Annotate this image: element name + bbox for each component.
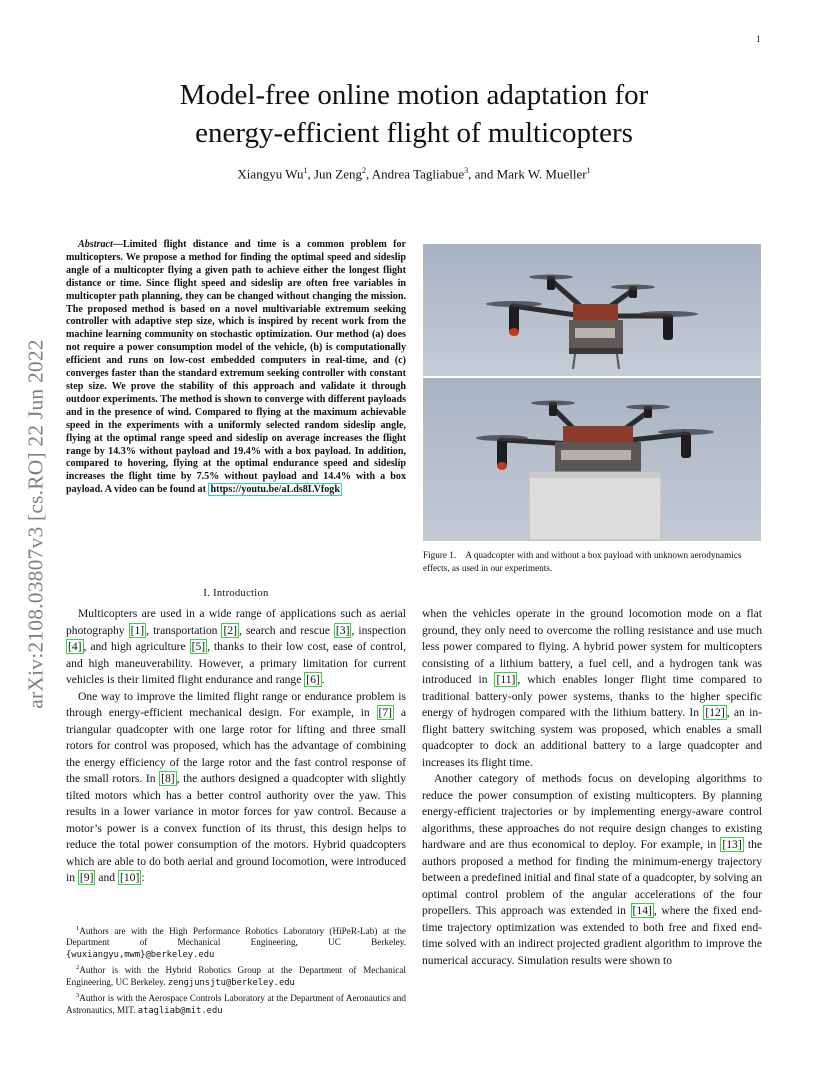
text-run: and [95,871,118,884]
citation-link[interactable]: [11] [496,673,516,686]
citation-link[interactable]: [14] [632,904,652,917]
author-name: Mark W. Mueller [496,166,587,182]
footnote-email: atagliab@mit.edu [137,1005,223,1016]
citation-link[interactable]: [12] [705,706,725,719]
video-link[interactable]: https://youtu.be/aLds8LVfogk [210,484,340,496]
text-run: . [321,673,325,686]
footnote-text: Author is with the Hybrid Robotics Group at the Department of Mechanical Engineering, UC Berkeley. [66,965,406,987]
text-run: One way to improve the limited flight range or endurance problem is through energy-efficient mechanical design. For example, in [66,689,406,719]
citation-link[interactable]: [8] [161,772,175,785]
author-affiliation-mark: 2 [362,166,366,175]
citation-link[interactable]: [1] [130,623,145,637]
citation-link[interactable]: [10] [120,871,140,884]
paper-title [120,76,708,152]
paragraph [66,606,406,689]
abstract-text: Limited flight distance and time is a common problem for multicopters. We propose a method for finding the optimal speed and sideslip angle of a multicopter flying a given path to achieve either the longest flight distance or time. Since flight speed and sideslip are often free variables in multicopter path planning, they can be changed without changing the mission. The proposed method is based on a novel multivariable extremum seeking controller with adaptive step size, which is inspired by recent work from the machine learning community on stochastic optimization. Our method (a) does not require a power consumption model of the vehicle, (b) is computationally efficient and runs on low-cost embedded computers in real-time, and (c) converges faster than the standard extremum seeking controller with constant step size. We prove the stability of this approach and validate it through outdoor experiments. The method is shown to converge with different payloads and in the presence of wind. Compared to flying at the maximum achievable speed in the experiments with a uniformly selected random sideslip angle, flying at the optimal range speed and sideslip on average increases the flight range by 14.3% without payload and 19.4% with a box payload. In addition, compared to hovering, flying at the optimal endurance speed and sideslip increases the flight time by 7.5% without payload and 14.4% with a box payload. A video can be found at [66,239,406,496]
text-run: when the vehicles operate in the ground locomotion mode on a flat ground, they only need to overcome the rolling resistance and use much less power compared to flying. A hybrid power system for multicopters consisting of a lithium battery, a fuel cell, and a hydrogen tank was introduced in [422,607,762,686]
paragraph [66,689,406,887]
footnotes [66,923,406,1018]
author-affiliation-mark: 3 [464,166,469,175]
author-affiliation-mark: 1 [586,166,591,175]
citation-link[interactable]: [7] [378,706,393,719]
author-separator: , [366,166,372,182]
figure-1 [423,244,761,541]
paragraph [422,771,762,969]
text-run: , the authors designed a quadcopter with slightly tilted motors which has a better control authority over the yaw. This results in a lower variance in motor forces for yaw control. Because a motor’s power is a convex function of its thrust, this design helps to reduce the total power consumption of the motors. Hybrid quadcopters which are able to do both aerial and ground locomotion, were introduced in [66,772,407,884]
footnote-mark: 2 [76,964,80,972]
author-name: Xiangyu Wu [237,166,304,182]
citation-link[interactable]: [6] [306,673,320,686]
citation-link[interactable]: [9] [79,871,94,884]
paragraph [422,606,762,771]
citation-link[interactable]: [3] [335,623,350,637]
left-column-body [66,606,406,887]
citation-link[interactable]: [5] [191,640,206,653]
abstract-lead: Abstract [78,239,113,250]
figure-caption-label: Figure 1. [423,550,457,560]
text-run: , where the fixed end-time trajectory optimization was extended to both free and fixed end-time solved with an indirect projected gradient algorithm to improve the numerical accuracy. Simulation results were shown to [422,904,762,967]
text-run: : [141,871,145,884]
text-run: , inspection [351,623,407,637]
author-name: Jun Zeng [313,166,362,182]
text-run: , which enables longer flight time compared to traditional battery-only power systems, thanks to the higher specific energy of hydrogen compared with the lithium battery. In [422,673,762,719]
text-run: Another category of methods focus on developing algorithms to reduce the power consumption of existing multicopters. By planning energy-efficient trajectories or by implementing energy-aware control algorithms, these approaches do not require design changes to existing hardware and are thus economical to deploy. For example, in [422,772,762,851]
arxiv-identifier: arXiv:2108.03807v3 [cs.RO] 22 Jun 2022 [23,339,48,709]
text-run: , search and rescue [239,623,334,637]
abstract [66,239,406,497]
section-heading-introduction: I. Introduction [203,588,269,599]
footnote [66,962,406,989]
quadcopter-photo-box-payload [423,378,761,541]
footnote-mark: 1 [76,925,80,932]
footnote-email: {wuxiangyu,mwm}@berkeley.edu [66,949,215,960]
title-line-2: energy-efficient flight of multicopters [195,117,633,149]
text-run: Multicopters are used in a wide range of applications such as aerial photography [66,607,406,637]
abstract-dash: — [112,239,123,250]
citation-link[interactable]: [4] [68,640,82,653]
page-number: 1 [756,34,761,44]
author-affiliation-mark: 1 [303,166,308,175]
author-separator: , [307,166,314,182]
text-run: a triangular quadcopter with one large rotor for lifting and three small rotors for control was proposed, which has the advantage of combining the energy efficiency of the large rotor and the fast control response of the small rotors. In [66,706,406,785]
author-separator: , and [468,166,497,182]
text-run: , and high agriculture [83,640,190,653]
text-run: , an in-flight battery switching system was proposed, which enables a small quadcopter to dock an additional battery to a large quadcopter and increases its flight time. [422,706,762,769]
citation-link[interactable]: [13] [722,838,742,851]
footnote-text: Author is with the Aerospace Controls Laboratory at the Department of Aeronautics and Astronautics, MIT. [66,993,406,1015]
text-run: the authors proposed a method for finding the minimum-energy trajectory between a predefined initial and final state of a quadcopter, by solving an optimal control problem of the angular accelerations of the four propellers. This approach was extended in [422,838,763,917]
right-column-body [422,606,762,969]
footnote [66,990,406,1017]
footnote-text: Authors are with the High Performance Robotics Laboratory (HiPeR-Lab) at the Department of Mechanical Engineering, UC Berkeley. [66,926,406,948]
author-list [120,166,708,182]
author-name: Andrea Tagliabue [371,166,465,182]
footnote-email: zengjunsjtu@berkeley.edu [167,977,295,988]
text-run: , thanks to their low cost, ease of control, and high maneuverability. However, a primary limitation for current vehicles is their limited flight endurance and range [66,640,406,686]
title-line-1: Model-free online motion adaptation for [179,79,649,111]
quadcopter-photo-no-payload [423,244,761,376]
footnote-mark: 3 [76,992,80,1000]
footnote [66,923,406,961]
text-run: , transportation [146,623,222,637]
figure-caption-text: A quadcopter with and without a box payload with unknown aerodynamics effects, as used in our experiments. [423,550,742,573]
figure-caption [423,549,763,574]
citation-link[interactable]: [2] [223,623,237,637]
